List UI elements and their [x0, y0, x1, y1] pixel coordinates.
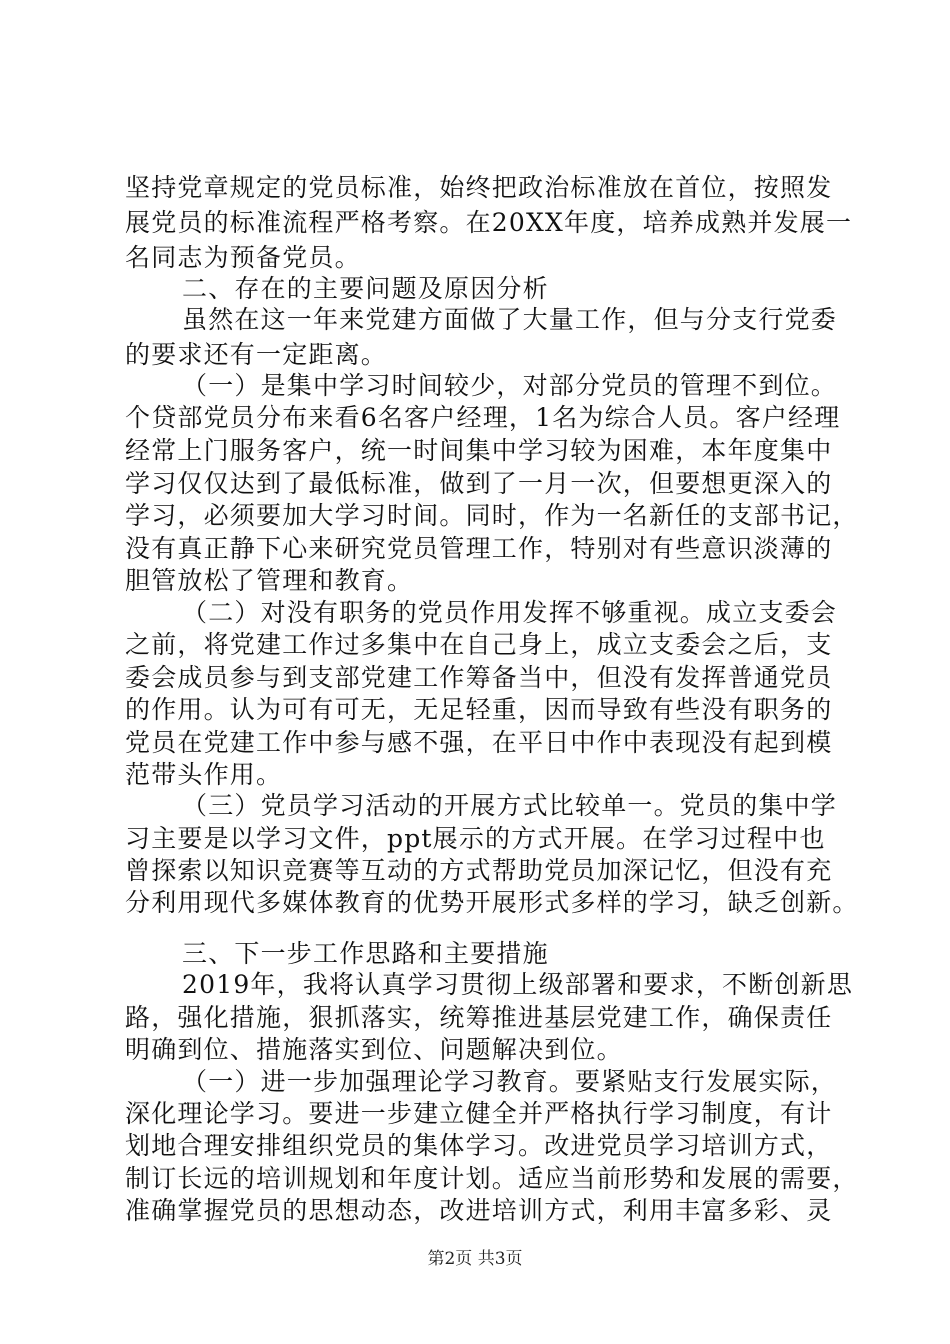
- text-line: 划地合理安排组织党员的集体学习。改进党员学习培训方式，: [125, 1131, 833, 1160]
- text-line: 胆管放松了管理和教育。: [125, 566, 414, 595]
- text-line: 展党员的标准流程严格考察。在20XX年度，培养成熟并发展一: [125, 208, 853, 237]
- text-line: 分利用现代多媒体教育的优势开展形式多样的学习，缺乏创新。: [125, 888, 859, 917]
- text-line: 深化理论学习。要进一步建立健全并严格执行学习制度，有计: [125, 1099, 833, 1128]
- text-line: 路，强化措施，狠抓落实，统筹推进基层党建工作，确保责任: [125, 1003, 833, 1032]
- text-line: 的要求还有一定距离。: [125, 340, 388, 369]
- text-line: 经常上门服务客户，统一时间集中学习较为困难，本年度集中: [125, 436, 833, 465]
- text-line: （三）党员学习活动的开展方式比较单一。党员的集中学: [182, 791, 838, 820]
- text-line: 坚持党章规定的党员标准，始终把政治标准放在首位，按照发: [125, 173, 833, 202]
- text-line: 二、存在的主要问题及原因分析: [182, 274, 549, 303]
- text-line: 虽然在这一年来党建方面做了大量工作，但与分支行党委: [182, 305, 838, 334]
- text-line: 2019年，我将认真学习贯彻上级部署和要求，不断创新思: [182, 970, 854, 999]
- text-line: 的作用。认为可有可无，无足轻重，因而导致有些没有职务的: [125, 695, 833, 724]
- text-line: （一）进一步加强理论学习教育。要紧贴支行发展实际，: [182, 1067, 838, 1096]
- text-line: 委会成员参与到支部党建工作筹备当中，但没有发挥普通党员: [125, 663, 833, 692]
- text-line: （二）对没有职务的党员作用发挥不够重视。成立支委会: [182, 598, 838, 627]
- text-line: 党员在党建工作中参与感不强，在平日中作中表现没有起到模: [125, 728, 833, 757]
- text-line: 范带头作用。: [125, 760, 283, 789]
- text-line: 三、下一步工作思路和主要措施: [182, 939, 549, 968]
- text-line: 制订长远的培训规划和年度计划。适应当前形势和发展的需要，: [125, 1164, 859, 1193]
- text-line: 习主要是以学习文件，ppt展示的方式开展。在学习过程中也: [125, 824, 826, 853]
- text-line: 个贷部党员分布来看6名客户经理，1名为综合人员。客户经理: [125, 403, 841, 432]
- text-line: 准确掌握党员的思想动态，改进培训方式，利用丰富多彩、灵: [125, 1196, 833, 1225]
- text-line: 没有真正静下心来研究党员管理工作，特别对有些意识淡薄的: [125, 534, 833, 563]
- text-line: 之前，将党建工作过多集中在自己身上，成立支委会之后，支: [125, 630, 833, 659]
- text-line: （一）是集中学习时间较少，对部分党员的管理不到位。: [182, 371, 838, 400]
- text-line: 曾探索以知识竞赛等互动的方式帮助党员加深记忆，但没有充: [125, 856, 833, 885]
- page-footer: 第2页 共3页: [427, 1249, 523, 1269]
- text-line: 明确到位、措施落实到位、问题解决到位。: [125, 1035, 623, 1064]
- text-line: 学习仅仅达到了最低标准，做到了一月一次，但要想更深入的: [125, 469, 833, 498]
- text-line: 学习，必须要加大学习时间。同时，作为一名新任的支部书记，: [125, 501, 859, 530]
- text-line: 名同志为预备党员。: [125, 243, 361, 272]
